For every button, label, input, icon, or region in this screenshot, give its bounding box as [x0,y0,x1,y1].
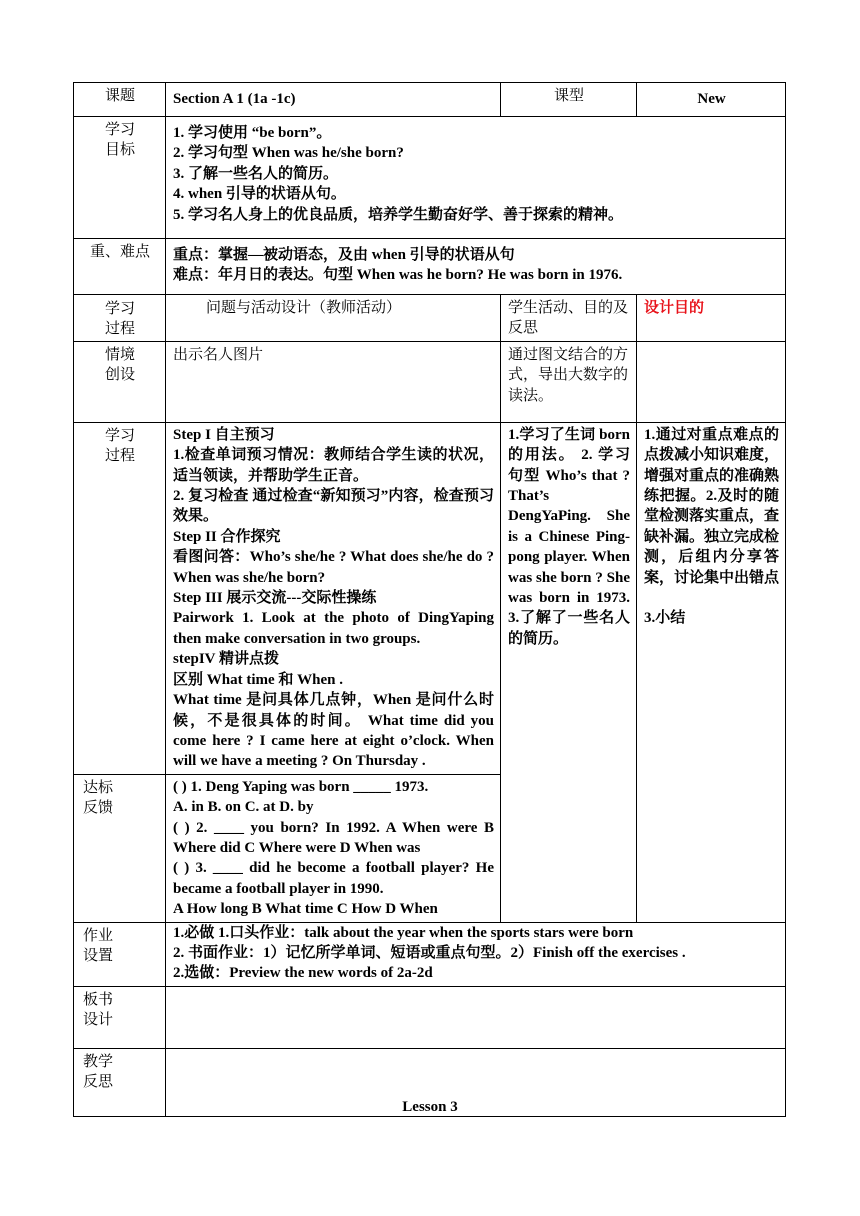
key-points-text: 重点：掌握—被动语态，及由 when 引导的状语从句 难点：年月日的表达。句型 When was he born? He was born in 1976. [166,239,786,295]
feedback-questions [166,774,501,922]
lesson-plan-table [73,82,786,1117]
teacher-activity-header: 问题与活动设计（教师活动） [166,295,501,342]
board-label: 板书 设计 [74,986,166,1048]
step-line: Pairwork 1. Look at the photo of DingYaping then make conversation in two groups. [173,610,494,647]
homework-text: 1.必做 1.口头作业：talk about the year when the sports stars were born 2. 书面作业：1）记忆所学单词、短语或重点句型。2）Finish off the exercises . 2.选做：Preview the new words of 2a-2d [166,922,786,986]
step-line: Step II 合作探究 [173,528,281,545]
objective-item: 4. when 引导的状语从句。 [173,186,346,203]
question-line: A How long B What time C How D When [173,901,438,918]
step-line: Step I 自主预习 [173,426,275,443]
step-line: 看图问答：Who’s she/he ? What does she/he do ? When was she/he born? [173,549,494,586]
question-line: ( ) 1. Deng Yaping was born _____ 1973. [173,778,429,795]
key-points-label: 重、难点 [74,239,166,295]
situation-student: 通过图文结合的方式，导出大数字的读法。 [501,341,637,422]
learning-teacher [166,422,501,774]
step-line: What time 是问具体几点钟，When 是问什么时候，不是很具体的时间。 What time did you come here ? I came here at eight o’clock. When will we have a meeting ? On Thursday . [173,692,494,770]
type-label: 课型 [501,83,637,117]
design-purpose-header: 设计目的 [637,295,786,342]
step-line: Step III 展示交流---交际性操练 [173,590,377,607]
step-line: 区别 What time 和 When . [173,671,343,688]
situation-row [74,341,786,422]
step-line: 2. 复习检查 通过检查“新知预习”内容，检查预习效果。 [173,488,494,525]
situation-purpose [637,341,786,422]
reflection-label: 教学 反思 [74,1048,166,1116]
process-header-label: 学习 过程 [74,295,166,342]
learning-purpose: 1.通过对重点难点的点拨减小知识难度，增强对重点的准确熟练把握。2.及时的随堂检测落实重点，查缺补漏。独立完成检测，后组内分享答案，讨论集中出错点 3.小结 [637,422,786,922]
key-points-row [74,239,786,295]
objective-item: 3. 了解一些名人的简历。 [173,165,339,182]
board-row [74,986,786,1048]
learning-student: 1.学习了生词 born 的用法。 2. 学习句型 Who’s that ? That’s DengYaPing. She is a Chinese Ping-pong player. When was she born ? She was born in 1973. 3.了解了一些名人的简历。 [501,422,637,922]
process-header-row [74,295,786,342]
question-line: ( ) 3. ____ did he become a football player? He became a football player in 1990. [173,860,494,897]
objective-item: 1. 学习使用 “be born”。 [173,125,332,141]
header-row [74,83,786,117]
objectives-list [166,117,786,239]
board-content [166,986,786,1048]
situation-label: 情境 创设 [74,341,166,422]
situation-teacher: 出示名人图片 [166,341,501,422]
step-line: 1.检查单词预习情况：教师结合学生读的状况，适当领读，并帮助学生正音。 [173,447,494,484]
student-activity-header: 学生活动、目的及反思 [501,295,637,342]
objectives-row [74,117,786,239]
learning-row [74,422,786,774]
homework-label: 作业 设置 [74,922,166,986]
objective-item: 5. 学习名人身上的优良品质，培养学生勤奋好学、善于探索的精神。 [173,206,624,223]
objective-item: 2. 学习句型 When was he/she born? [173,145,404,162]
question-line: ( ) 2. ____ you born? In 1992. A When were B Where did C Where were D When was [173,819,494,856]
question-line: A. in B. on C. at D. by [173,799,314,816]
learning-label: 学习 过程 [74,422,166,774]
objectives-label: 学习 目标 [74,117,166,239]
homework-row [74,922,786,986]
type-value: New [637,83,786,117]
page-footer: Lesson 3 [402,1099,458,1115]
feedback-label: 达标 反馈 [74,774,166,922]
topic-label: 课题 [74,83,166,117]
topic-value: Section A 1 (1a -1c) [166,83,501,117]
step-line: stepIV 精讲点拨 [173,651,279,668]
